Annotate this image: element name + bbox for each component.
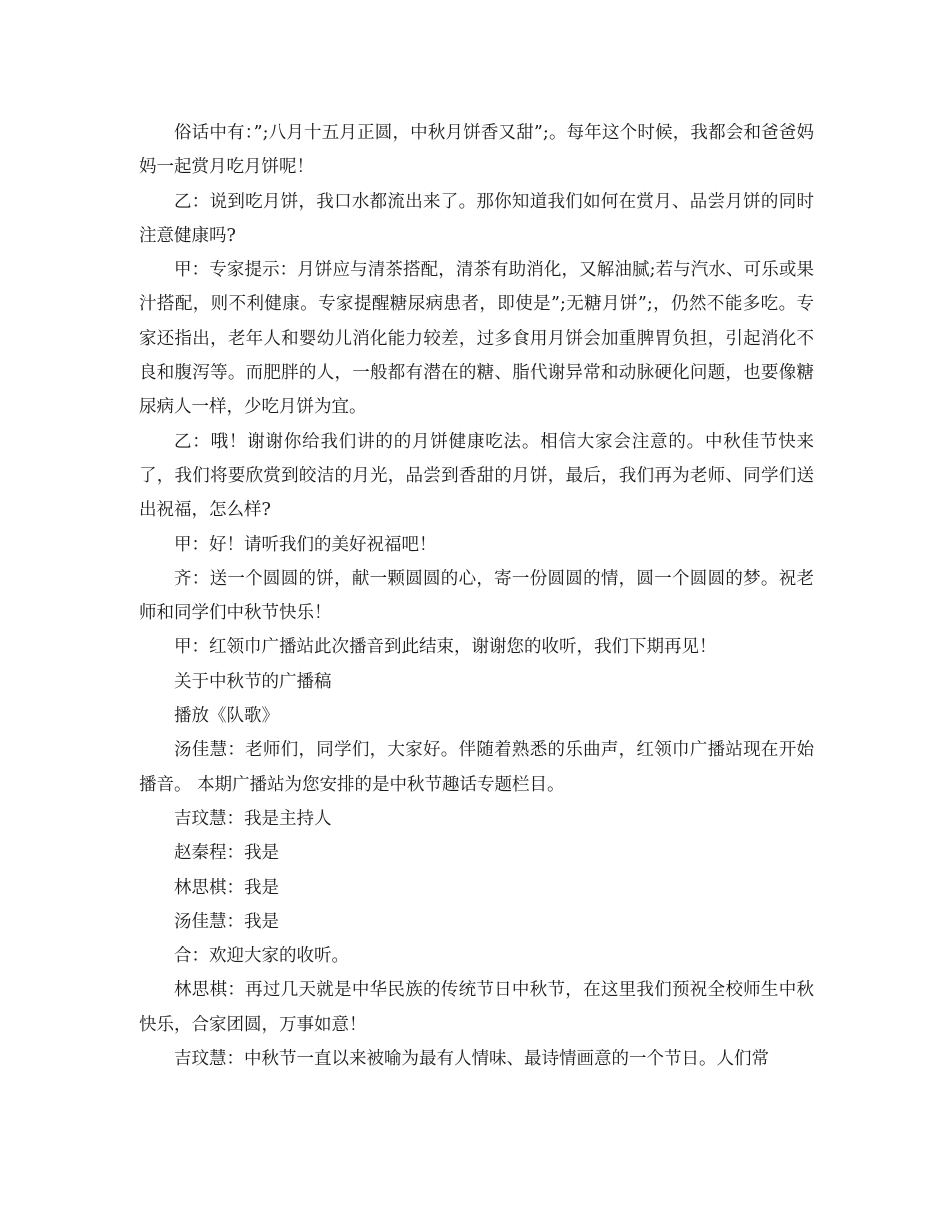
section-title: 关于中秋节的广播稿 <box>174 671 332 692</box>
paragraph: 合：欢迎大家的收听。 <box>174 946 349 967</box>
paragraph: 赵秦程：我是 <box>174 843 279 864</box>
paragraph: 齐：送一个圆圆的饼，献一颗圆圆的心，寄一份圆圆的情，圆一个圆圆的梦。祝老师和同学们中秋节快乐！ <box>139 568 814 624</box>
paragraph: 甲：红领巾广播站此次播音到此结束，谢谢您的收听，我们下期再见！ <box>174 637 717 658</box>
paragraph: 林思棋：我是 <box>174 877 279 898</box>
paragraph: 甲：好！请听我们的美好祝福吧！ <box>174 534 437 555</box>
paragraph: 汤佳慧：老师们，同学们，大家好。伴随着熟悉的乐曲声，红领巾广播站现在开始播音。 本期广播站为您安排的是中秋节趣话专题栏目。 <box>139 740 814 795</box>
paragraph: 乙：说到吃月饼，我口水都流出来了。那你知道我们如何在赏月、品尝月饼的同时注意健康吗? <box>139 191 814 246</box>
paragraph: 俗话中有：”;八月十五月正圆，中秋月饼香又甜”;。每年这个时候，我都会和爸爸妈妈一起赏月吃月饼呢！ <box>139 123 814 178</box>
paragraph: 汤佳慧：我是 <box>174 911 279 932</box>
paragraph: 乙：哦！谢谢你给我们讲的的月饼健康吃法。相信大家会注意的。中秋佳节快来了，我们将要欣赏到皎洁的月光，品尝到香甜的月饼，最后，我们再为老师、同学们送出祝福，怎么样? <box>139 431 814 521</box>
paragraph: 播放《队歌》 <box>174 706 279 727</box>
paragraph: 吉玟慧：我是主持人 <box>174 808 332 829</box>
paragraph: 吉玟慧：中秋节一直以来被喻为最有人情味、最诗情画意的一个节日。人们常 <box>174 1049 769 1070</box>
paragraph: 甲：专家提示：月饼应与清茶搭配，清茶有助消化，又解油腻;若与汽水、可乐或果汁搭配，则不利健康。专家提醒糖尿病患者，即使是”;无糖月饼”;，仍然不能多吃。专家还指出，老年人和婴幼儿消化能力较差，过多食用月饼会加重脾胃负担，引起消化不良和腹泻等。而肥胖的人，一般都有潜在的糖、脂代谢异常和动脉硬化问题，也要像糖尿病人一样，少吃月饼为宜。 <box>139 260 814 418</box>
document-body <box>139 116 814 1076</box>
paragraph: 林思棋：再过几天就是中华民族的传统节日中秋节，在这里我们预祝全校师生中秋快乐，合家团圆，万事如意！ <box>139 980 814 1035</box>
